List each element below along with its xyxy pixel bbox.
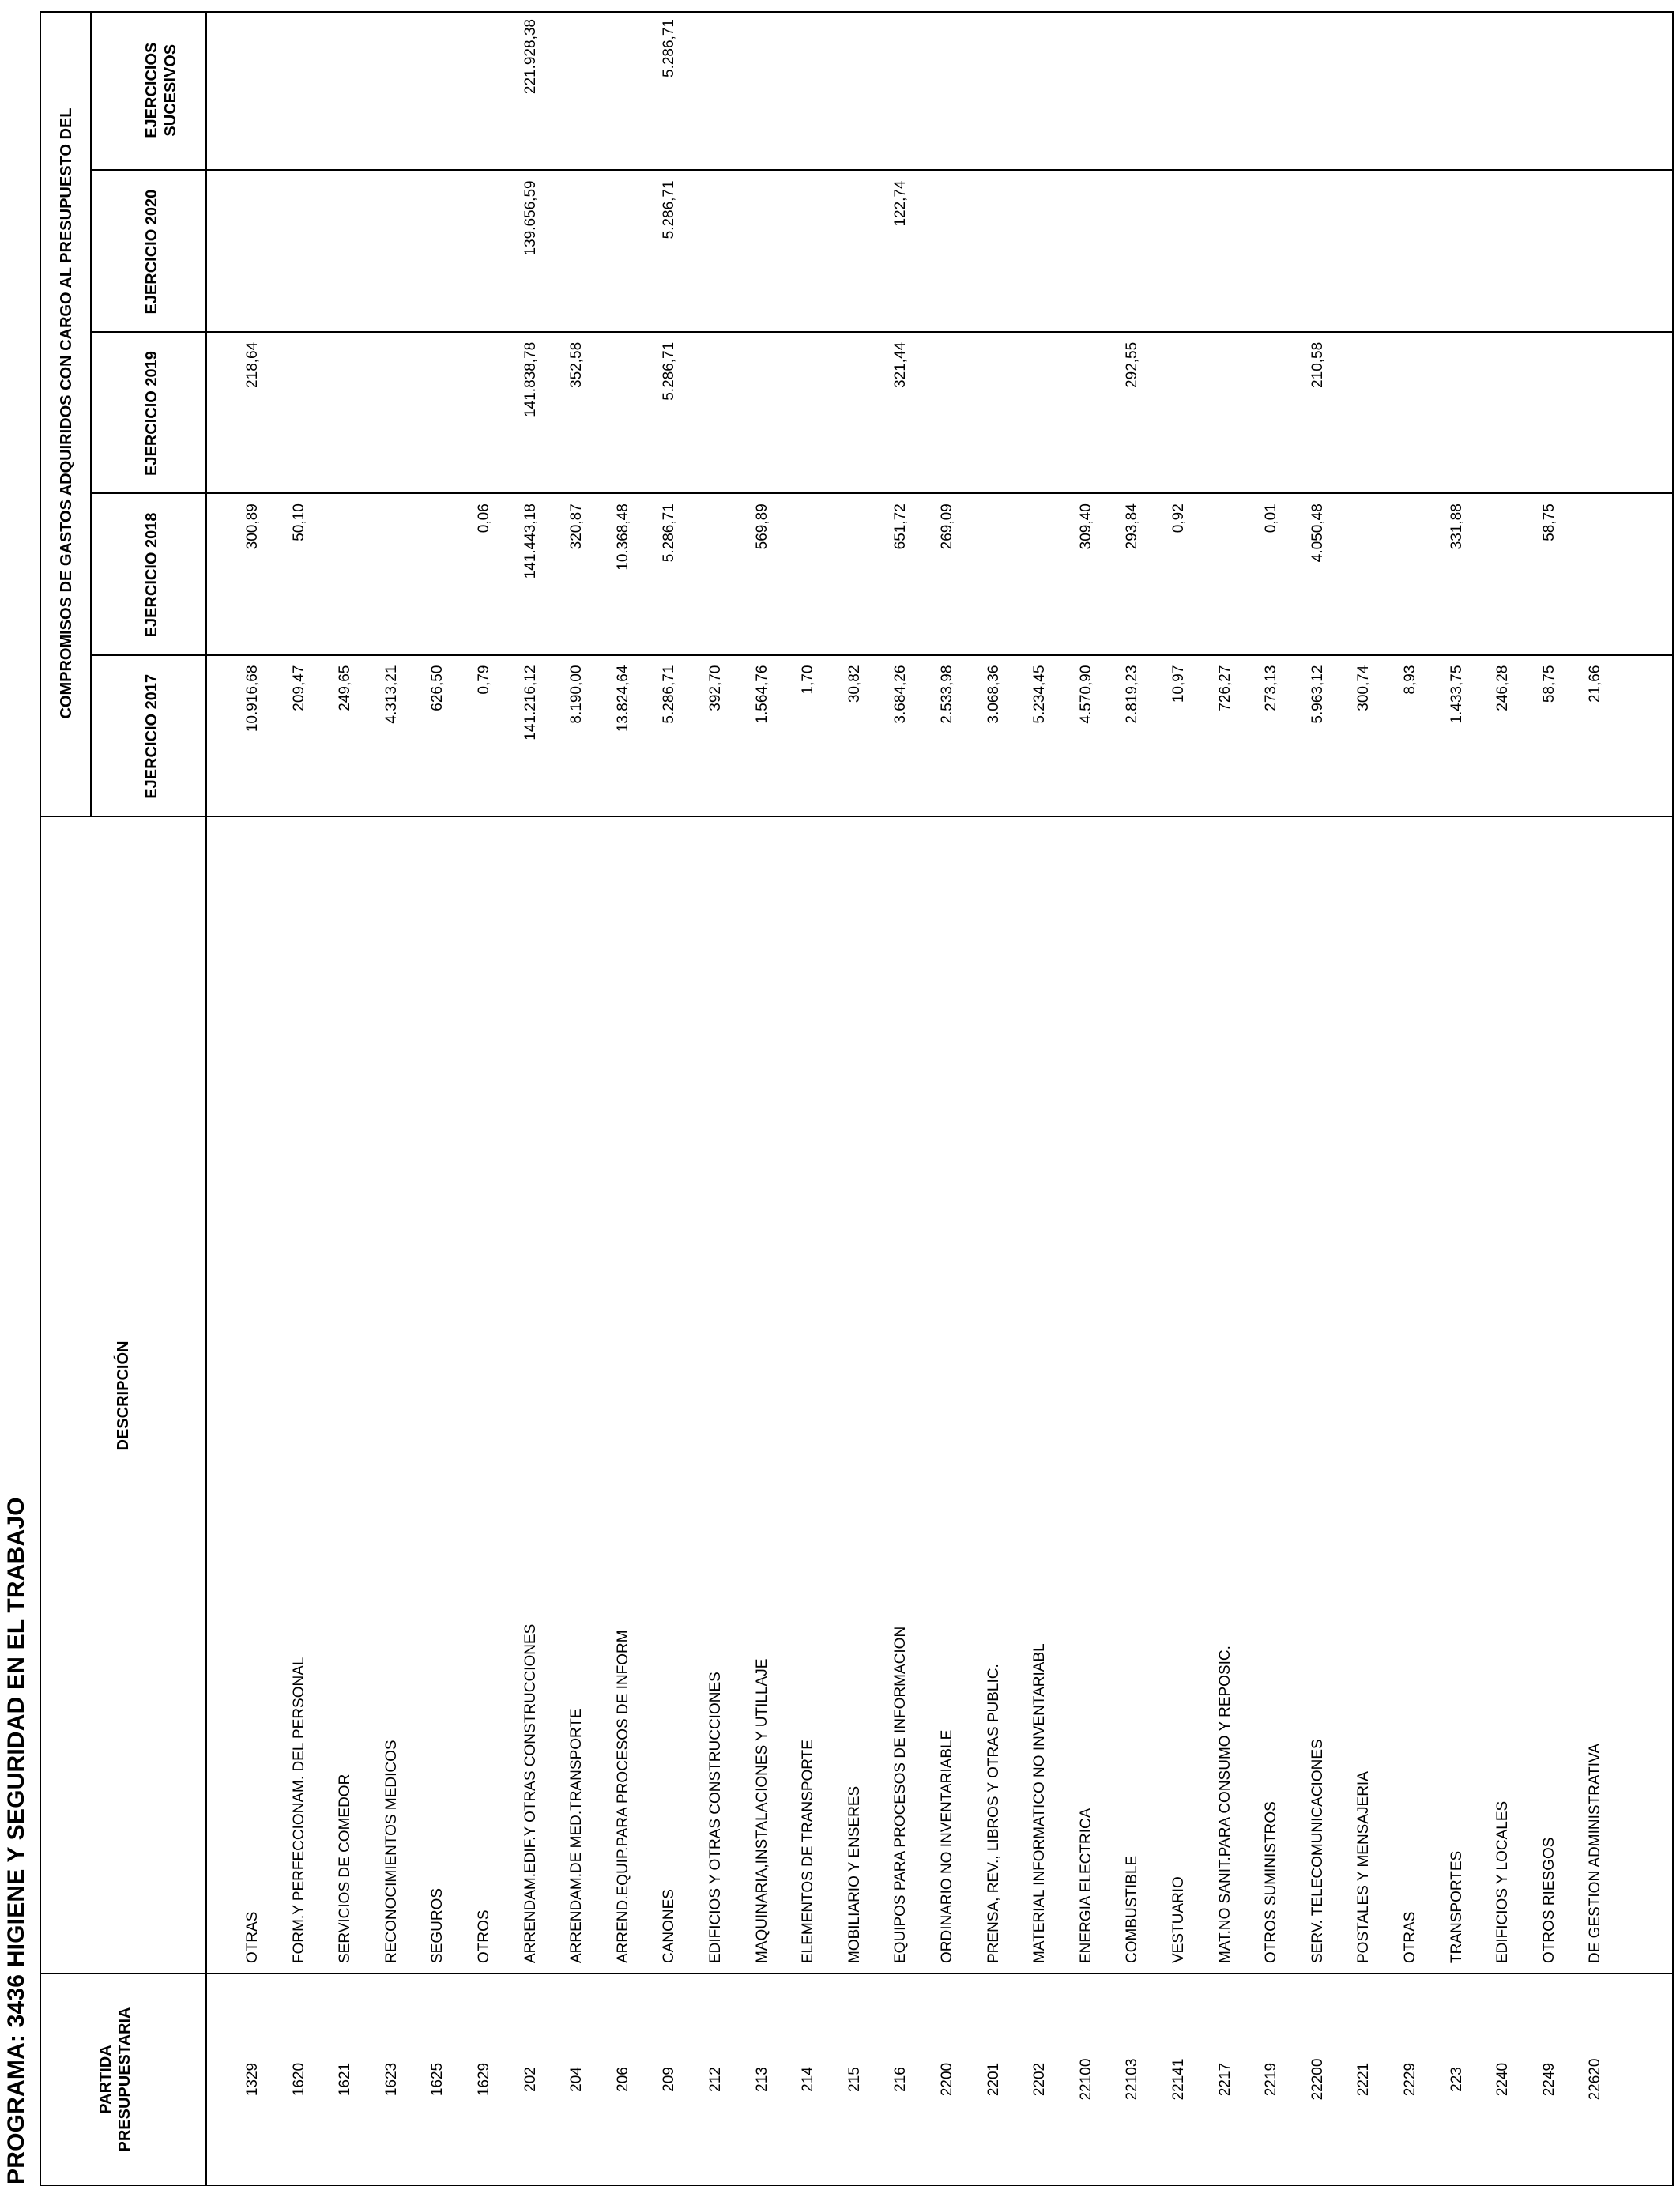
row-code: 22100 — [1077, 2058, 1094, 2101]
row-code: 216 — [892, 2067, 910, 2092]
row-description: ELEMENTOS DE TRANSPORTE — [800, 1740, 817, 1963]
row-value-1: 320,87 — [568, 503, 586, 550]
header-year-1: EJERCICIO 2018 — [143, 512, 160, 638]
row-description: COMBUSTIBLE — [1124, 1855, 1141, 1963]
row-code: 2202 — [1031, 2062, 1049, 2097]
row-value-3: 5.286,71 — [661, 180, 678, 239]
row-value-0: 30,82 — [846, 665, 863, 703]
row-value-0: 726,27 — [1216, 665, 1234, 711]
row-description: SERVICIOS DE COMEDOR — [337, 1774, 354, 1963]
row-code: 22103 — [1124, 2058, 1141, 2101]
row-value-1: 331,88 — [1448, 503, 1465, 550]
row-code: 2201 — [985, 2062, 1002, 2097]
row-code: 215 — [846, 2067, 863, 2092]
row-description: OTROS SUMINISTROS — [1263, 1801, 1280, 1963]
row-value-1: 300,89 — [244, 503, 261, 550]
row-description: MOBILIARIO Y ENSERES — [846, 1785, 863, 1963]
row-value-0: 209,47 — [290, 665, 307, 711]
row-description: PRENSA, REV., LIBROS Y OTRAS PUBLIC. — [985, 1664, 1002, 1963]
row-code: 209 — [661, 2067, 678, 2092]
row-value-2: 292,55 — [1124, 341, 1141, 388]
row-description: ARRENDAM.EDIF.Y OTRAS CONSTRUCCIONES — [522, 1623, 539, 1963]
row-value-0: 5.234,45 — [1031, 665, 1049, 724]
row-value-0: 1,70 — [800, 665, 817, 695]
row-value-0: 3.684,26 — [892, 665, 910, 724]
row-value-0: 58,75 — [1540, 665, 1558, 703]
row-code: 22620 — [1587, 2058, 1604, 2101]
row-code: 22200 — [1309, 2058, 1326, 2101]
row-value-1: 50,10 — [290, 503, 307, 541]
row-value-0: 8.190,00 — [568, 665, 586, 724]
row-value-0: 13.824,64 — [614, 665, 631, 733]
row-description: ARREND.EQUIP.PARA PROCESOS DE INFORM — [614, 1630, 631, 1963]
row-value-1: 10.368,48 — [614, 503, 631, 571]
row-code: 206 — [614, 2067, 631, 2092]
row-value-0: 5.963,12 — [1309, 665, 1326, 724]
row-value-0: 141.216,12 — [522, 665, 539, 741]
row-code: 214 — [800, 2067, 817, 2092]
row-value-1: 0,01 — [1263, 503, 1280, 533]
header-divider — [90, 13, 92, 817]
row-description: POSTALES Y MENSAJERIA — [1355, 1771, 1373, 1963]
row-value-2: 321,44 — [892, 341, 910, 388]
row-value-0: 4.313,21 — [382, 665, 400, 724]
row-description: EQUIPOS PARA PROCESOS DE INFORMACION — [892, 1626, 910, 1963]
row-value-0: 1.564,76 — [753, 665, 770, 724]
row-value-2: 352,58 — [568, 341, 586, 388]
row-description: EDIFICIOS Y LOCALES — [1494, 1800, 1512, 1963]
row-value-0: 0,79 — [476, 665, 492, 695]
row-code: 1623 — [382, 2062, 400, 2097]
row-code: 1625 — [429, 2062, 446, 2097]
row-value-1: 5.286,71 — [661, 503, 678, 563]
row-code: 213 — [753, 2067, 770, 2092]
row-value-1: 141.443,18 — [522, 503, 539, 579]
row-value-1: 0,06 — [476, 503, 492, 533]
header-partida — [96, 1974, 134, 2185]
row-value-4: 5.286,71 — [661, 19, 678, 77]
row-description: MAT.NO SANIT.PARA CONSUMO Y REPOSIC. — [1216, 1646, 1234, 1963]
row-value-1: 651,72 — [892, 503, 910, 550]
row-code: 1621 — [337, 2062, 354, 2097]
row-code: 204 — [568, 2067, 586, 2092]
row-value-0: 626,50 — [429, 665, 446, 711]
row-value-0: 392,70 — [707, 665, 724, 711]
row-description: SEGUROS — [429, 1887, 446, 1963]
row-description: OTROS — [476, 1909, 492, 1963]
row-code: 223 — [1448, 2067, 1465, 2092]
year-col-divider — [90, 331, 1672, 333]
header-bottom-rule — [205, 13, 207, 2185]
row-description: CANONES — [661, 1889, 678, 1963]
header-year-4: EJERCICIOS SUCESIVOS — [143, 42, 179, 138]
row-value-0: 3.068,36 — [985, 665, 1002, 724]
row-description: EDIFICIOS Y OTRAS CONSTRUCCIONES — [707, 1672, 724, 1963]
row-description: FORM.Y PERFECCIONAM. DEL PERSONAL — [290, 1657, 307, 1963]
row-value-0: 10.916,68 — [244, 665, 261, 733]
row-value-2: 5.286,71 — [661, 341, 678, 401]
row-description: OTRAS — [244, 1911, 261, 1963]
row-description: TRANSPORTES — [1448, 1850, 1465, 1963]
row-code: 202 — [522, 2067, 539, 2092]
year-col-divider — [90, 492, 1672, 494]
row-value-0: 5.286,71 — [661, 665, 678, 724]
row-value-1: 0,92 — [1170, 503, 1187, 533]
row-description: VESTUARIO — [1170, 1876, 1187, 1963]
row-value-0: 249,65 — [337, 665, 354, 711]
header-year-2: EJERCICIO 2019 — [143, 351, 160, 476]
row-code: 2249 — [1540, 2062, 1558, 2097]
row-code: 1629 — [476, 2062, 492, 2097]
row-description: ORDINARIO NO INVENTARIABLE — [939, 1729, 955, 1963]
row-value-0: 21,66 — [1587, 665, 1604, 703]
row-code: 2221 — [1355, 2062, 1373, 2097]
row-value-0: 273,13 — [1263, 665, 1280, 711]
row-value-0: 246,28 — [1494, 665, 1512, 711]
header-year-0: EJERCICIO 2017 — [143, 673, 160, 799]
row-value-0: 10,97 — [1170, 665, 1187, 703]
row-value-0: 1.433,75 — [1448, 665, 1465, 724]
row-description: RECONOCIMIENTOS MEDICOS — [382, 1740, 400, 1963]
row-description: DE GESTION ADMINISTRATIVA — [1587, 1744, 1604, 1963]
row-description: ARRENDAM.DE MED.TRANSPORTE — [568, 1708, 586, 1963]
row-value-3: 122,74 — [892, 180, 910, 227]
row-value-1: 269,09 — [939, 503, 955, 550]
header-year-3: EJERCICIO 2020 — [143, 189, 160, 315]
header-compromisos: COMPROMISOS DE GASTOS ADQUIRIDOS CON CARGO AL PRESUPUESTO DEL — [58, 107, 75, 719]
row-value-0: 2.533,98 — [939, 665, 955, 724]
row-value-0: 8,93 — [1402, 665, 1418, 695]
row-value-2: 210,58 — [1309, 341, 1326, 388]
row-description: MAQUINARIA,INSTALACIONES Y UTILLAJE — [753, 1658, 770, 1963]
year-col-divider — [90, 169, 1672, 171]
budget-table — [40, 11, 1674, 2186]
page-title: PROGRAMA: 3436 HIGIENE Y SEGURIDAD EN EL TRABAJO — [3, 1497, 29, 2185]
row-description: SERV. TELECOMUNICACIONES — [1309, 1739, 1326, 1963]
row-value-0: 300,74 — [1355, 665, 1373, 711]
row-code: 1620 — [290, 2062, 307, 2097]
row-code: 2229 — [1402, 2062, 1418, 2097]
row-value-1: 309,40 — [1077, 503, 1094, 550]
row-value-1: 293,84 — [1124, 503, 1141, 550]
row-value-2: 141.838,78 — [522, 341, 539, 417]
row-value-2: 218,64 — [244, 341, 261, 388]
row-value-0: 2.819,23 — [1124, 665, 1141, 724]
row-description: OTRAS — [1402, 1911, 1418, 1963]
year-col-divider — [90, 654, 1672, 656]
row-code: 2200 — [939, 2062, 955, 2097]
row-code: 1329 — [244, 2062, 261, 2097]
row-code: 2217 — [1216, 2062, 1234, 2097]
row-code: 2240 — [1494, 2062, 1512, 2097]
row-value-1: 4.050,48 — [1309, 503, 1326, 563]
row-description: MATERIAL INFORMATICO NO INVENTARIABL — [1031, 1643, 1049, 1963]
header-partida-label: PARTIDA PRESUPUESTARIA — [97, 2007, 134, 2152]
row-code: 212 — [707, 2067, 724, 2092]
header-descripcion: DESCRIPCIÓN — [115, 1340, 132, 1451]
row-code: 2219 — [1263, 2062, 1280, 2097]
row-description: ENERGIA ELECTRICA — [1077, 1808, 1094, 1963]
row-value-0: 4.570,90 — [1077, 665, 1094, 724]
row-value-4: 221.928,38 — [522, 19, 539, 95]
row-description: OTROS RIESGOS — [1540, 1837, 1558, 1963]
row-value-3: 139.656,59 — [522, 180, 539, 256]
row-value-1: 58,75 — [1540, 503, 1558, 541]
row-value-1: 569,89 — [753, 503, 770, 550]
row-code: 22141 — [1170, 2058, 1187, 2101]
